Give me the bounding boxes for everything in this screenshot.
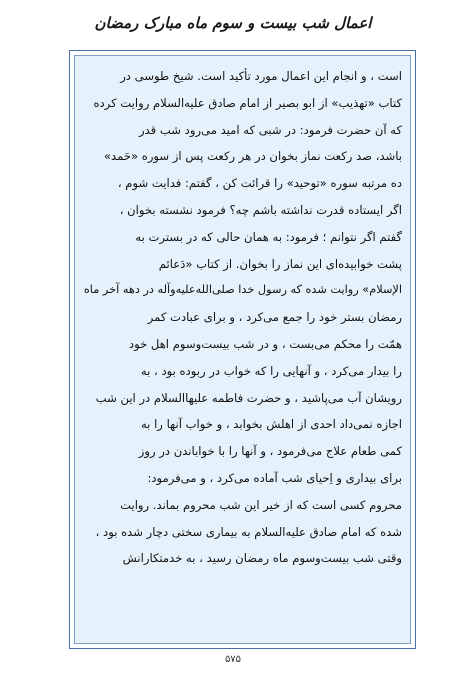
text-line: الإسلام» روایت شده که رسول خدا صلی‌الله‌علیه‌وآله در دهه آخر ماه xyxy=(83,283,402,297)
text-line: اگر ایستاده قدرت نداشته باشم چه؟ فرمود نشسته بخوان ، xyxy=(119,202,402,217)
text-line: ده مرتبه سوره «توحید» را قرائت کن ، گفتم: فدایت شوم ، xyxy=(117,176,402,191)
text-line: برای بیداری و اِحیای شب آماده می‌کرد ، و می‌فرمود: xyxy=(147,470,402,485)
text-line: اجازه نمی‌داد احدی از اهلش بخوابد ، و خواب آنها را به xyxy=(140,417,402,432)
text-line: همّت را محکم می‌بست ، و در شب بیست‌وسوم اهل خود xyxy=(128,336,402,351)
text-line: پشت خوابیده‌ای این نماز را بخوان. از کتاب «دَعائم xyxy=(158,256,402,271)
text-line: وقتی شب بیست‌وسوم ماه رمضان رسید ، به خدمتکارانش xyxy=(122,551,402,566)
page-header-title: اعمال شب بیست و سوم ماه مبارک رمضان xyxy=(94,14,372,32)
text-line: کتاب «تهذیب» از ابو بصیر از امام صادق علیه‌السلام روایت کرده xyxy=(93,95,402,110)
body-text xyxy=(83,63,402,572)
text-line: است ، و انجام این اعمال مورد تأکید است. شیخ طوسی در xyxy=(120,69,402,83)
text-line: گفتم اگر نتوانم ؛ فرمود: به همان حالی که در بسترت به xyxy=(135,229,402,244)
text-line: که آن حضرت فرمود: در شبی که امید می‌رود شب قدر xyxy=(138,122,402,137)
text-line: باشد، صد رکعت نماز بخوان در هر رکعت پس از سوره «حَمد» xyxy=(103,149,402,164)
text-line: رمضان بستر خود را جمع می‌کرد ، و برای عبادت کمر xyxy=(147,310,402,325)
text-line: کمی طعام علاج می‌فرمود ، و آنها را با خواباندن در روز xyxy=(138,444,402,459)
page-number: ۵۷۵ xyxy=(224,654,242,665)
text-line: محروم کسی است که از خیر این شب محروم بماند. روایت xyxy=(120,497,402,512)
text-line: شده که امام صادق علیه‌السلام به بیماری سختی دچار شده بود ، xyxy=(95,524,402,539)
text-line: را بیدار می‌کرد ، و آنهایی را که خواب در ربوده بود ، به xyxy=(140,363,402,378)
text-line: رویشان آب می‌پاشید ، و حضرت فاطمه علیهاالسلام در این شب xyxy=(95,390,402,405)
page-text-frame xyxy=(74,55,411,644)
